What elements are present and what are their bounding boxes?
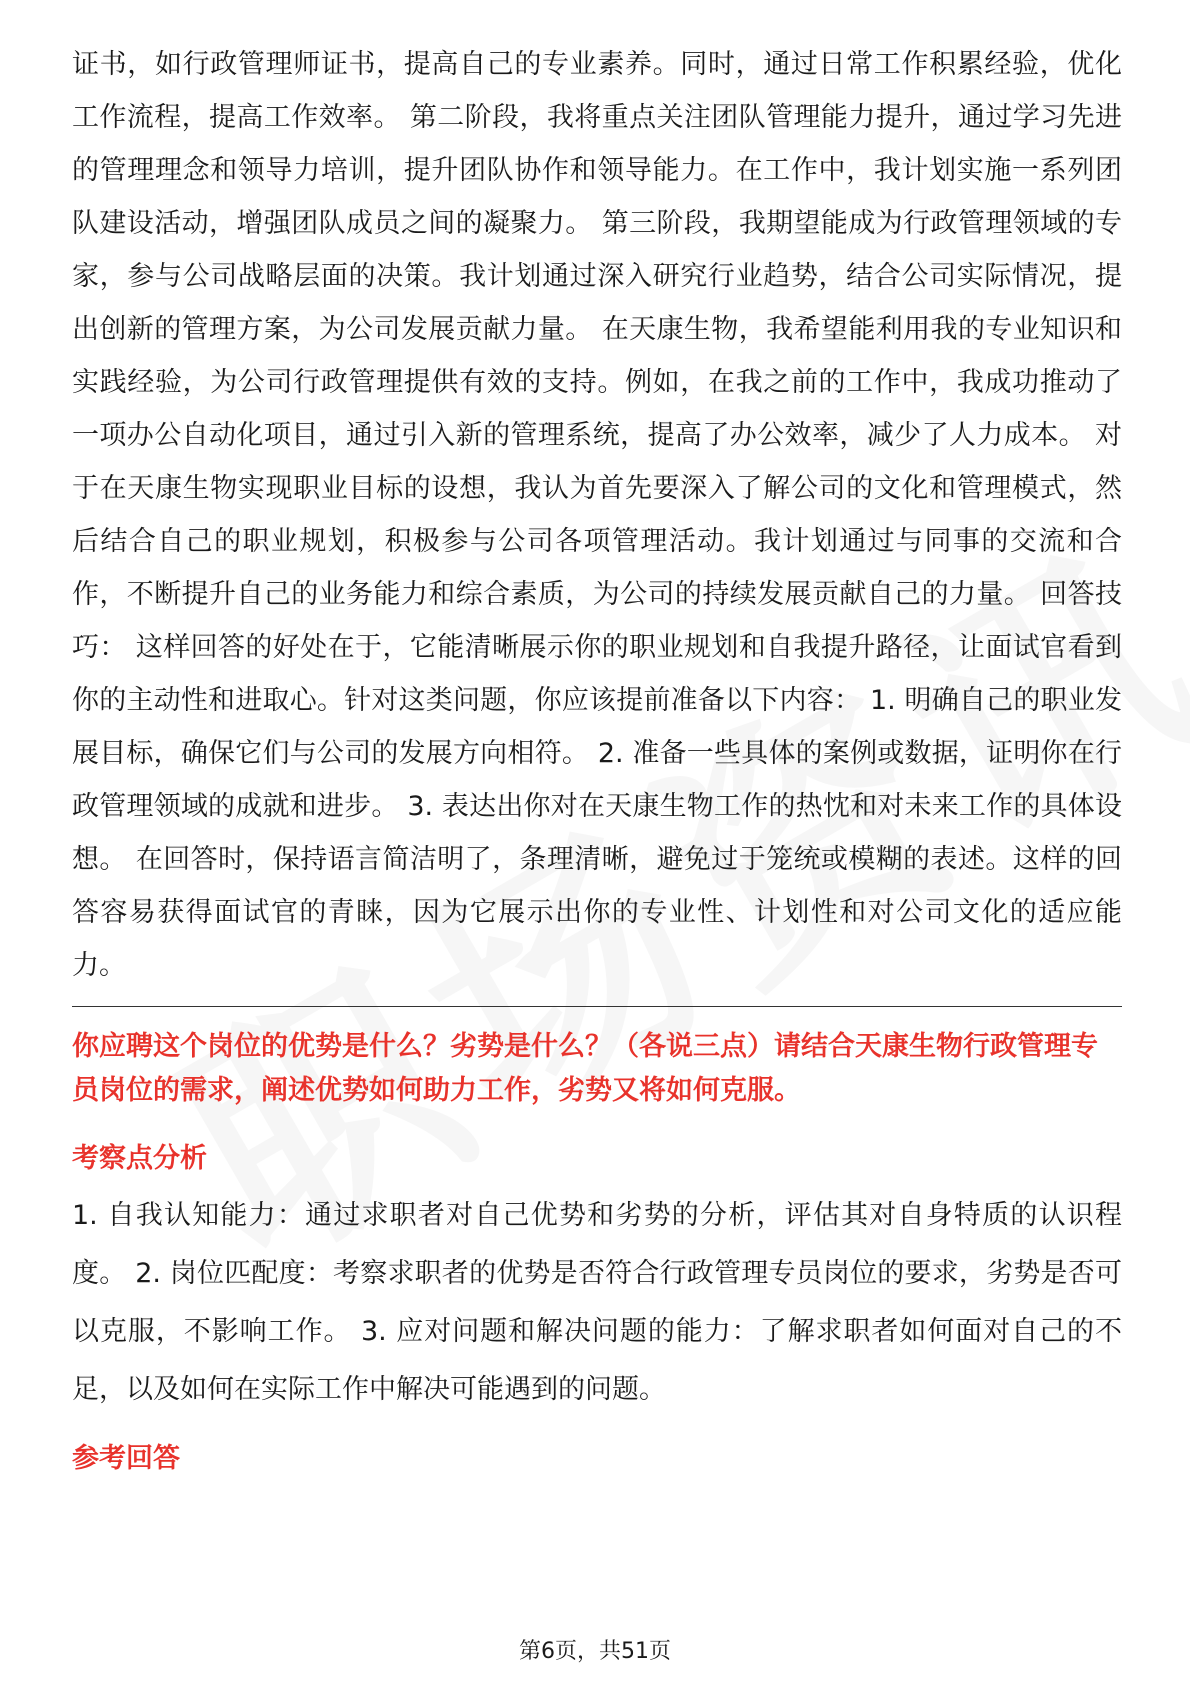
answer-body-text: 证书，如行政管理师证书，提高自己的专业素养。同时，通过日常工作积累经验，优化工作流程，提高工作效率。 第二阶段，我将重点关注团队管理能力提升，通过学习先进的管理理念和领导力培训，提升团队协作和领导能力。在工作中，我计划实施一系列团队建设活动，增强团队成员之间的凝聚力。 第三阶段，我期望能成为行政管理领域的专家，参与公司战略层面的决策。我计划通过深入研究行业趋势，结合公司实际情况，提出创新的管理方案，为公司发展贡献力量。 在天康生物，我希望能利用我的专业知识和实践经验，为公司行政管理提供有效的支持。例如，在我之前的工作中，我成功推动了一项办公自动化项目，通过引入新的管理系统，提高了办公效率，减少了人力成本。 对于在天康生物实现职业目标的设想，我认为首先要深入了解公司的文化和管理模式，然后结合自己的职业规划，积极参与公司各项管理活动。我计划通过与同事的交流和合作，不断提升自己的业务能力和综合素质，为公司的持续发展贡献自己的力量。 回答技巧： 这样回答的好处在于，它能清晰展示你的职业规划和自我提升路径，让面试官看到你的主动性和进取心。针对这类问题，你应该提前准备以下内容： 1. 明确自己的职业发展目标，确保它们与公司的发展方向相符。 2. 准备一些具体的案例或数据，证明你在行政管理领域的成就和进步。 3. 表达出你对在天康生物工作的热忱和对未来工作的具体设想。 在回答时，保持语言简洁明了，条理清晰，避免过于笼统或模糊的表述。这样的回答容易获得面试官的青睐，因为它展示出你的专业性、计划性和对公司文化的适应能力。 (72, 49, 1122, 981)
analysis-heading: 考察点分析 (72, 1143, 207, 1174)
page-content (72, 38, 1122, 1487)
analysis-text: 1. 自我认知能力：通过求职者对自己优势和劣势的分析，评估其对自身特质的认识程度。 2. 岗位匹配度：考察求职者的优势是否符合行政管理专员岗位的要求，劣势是否可以克服，不影响工作。 3. 应对问题和解决问题的能力：了解求职者如何面对自己的不足，以及如何在实际工作中解决可能遇到的问题。 (72, 1200, 1122, 1405)
section-divider (72, 1006, 1122, 1007)
interview-question: 你应聘这个岗位的优势是什么？劣势是什么？（各说三点）请结合天康生物行政管理专员岗位的需求，阐述优势如何助力工作，劣势又将如何克服。 (72, 1031, 1098, 1106)
reference-answer-heading: 参考回答 (72, 1443, 180, 1474)
page-number-footer: 第6页，共51页 (519, 1639, 671, 1664)
